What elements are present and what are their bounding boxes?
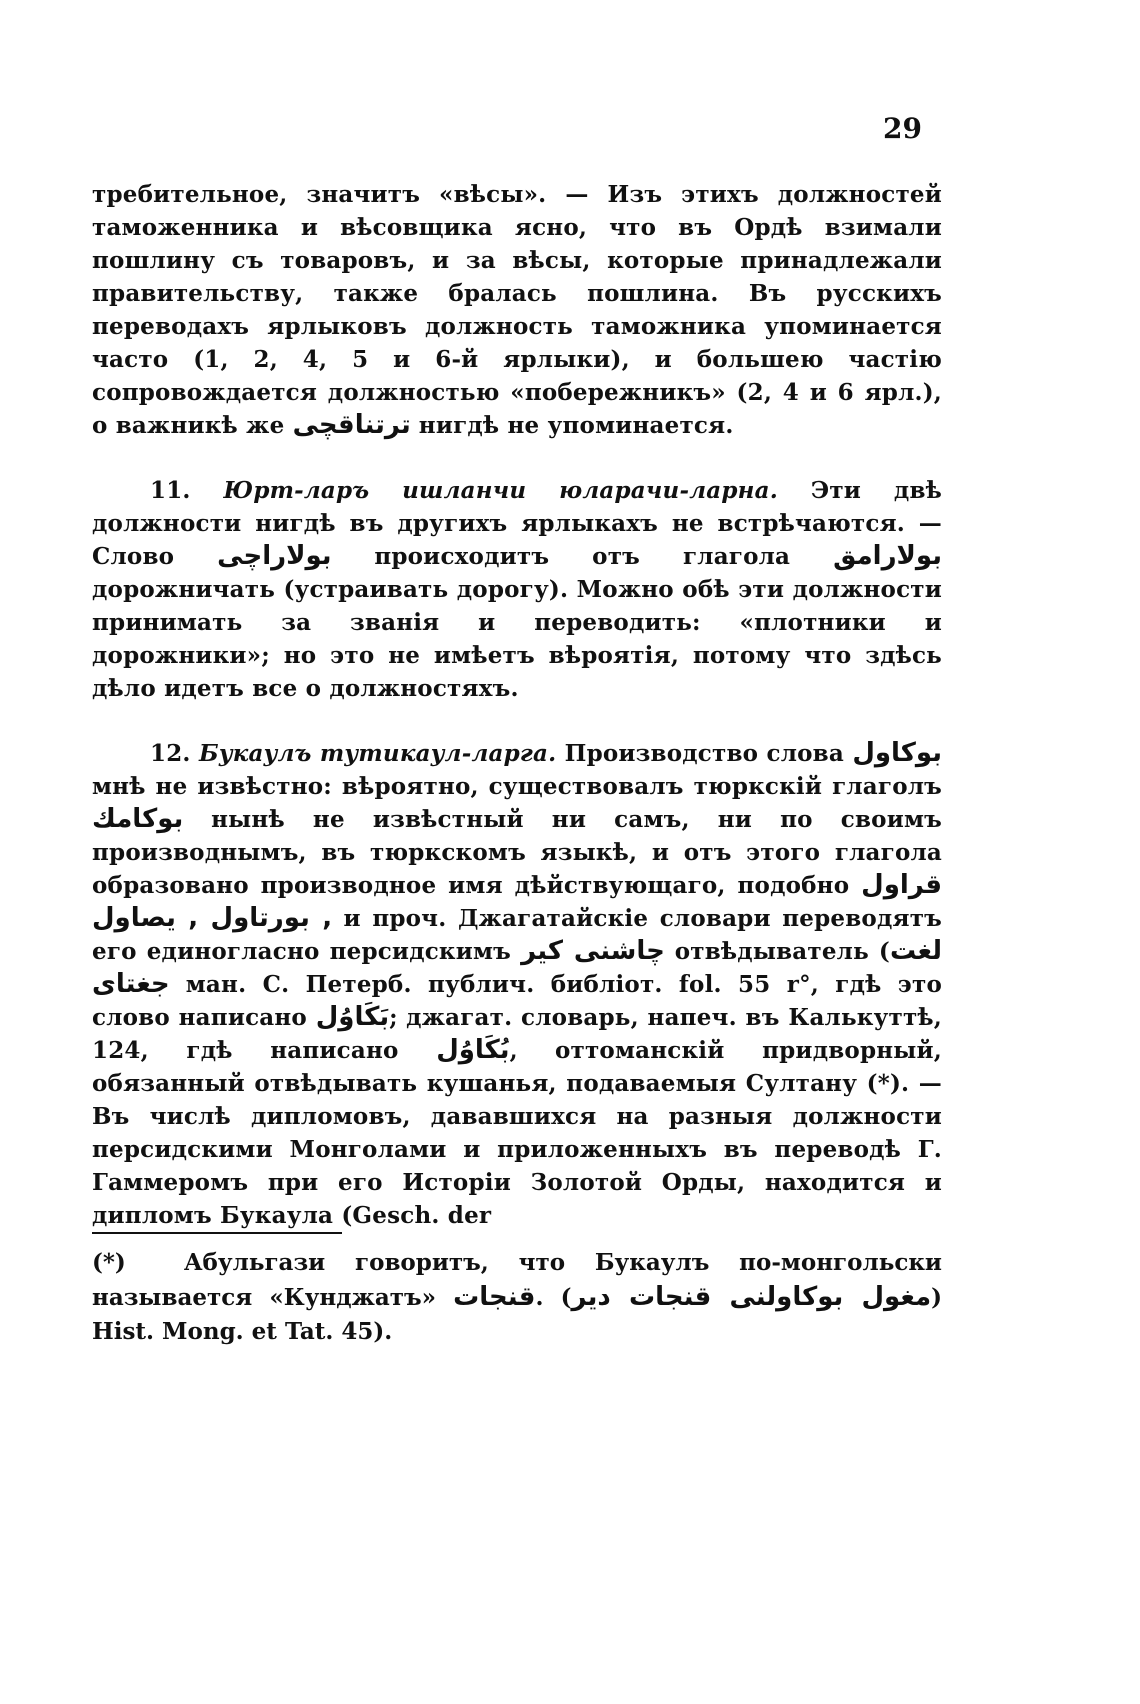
paragraph-text: мнѣ не извѣстно: вѣроятно, существовалъ тюркскій глаголъ — [92, 773, 942, 800]
arabic-term: لغت جغتاى — [92, 936, 942, 999]
paragraph-text: Эти двѣ должности нигдѣ въ другихъ ярлыкахъ не встрѣчаются. — Слово — [92, 477, 943, 570]
paragraph-text: дорожничать (устраивать дорогу). Можно обѣ эти должности принимать за званія и переводить: «плотники и дорожники»; но это не имѣетъ вѣроятія, потому что здѣсь дѣло идетъ все о должностяхъ. — [92, 576, 942, 702]
paragraph-text: и проч. Джагатайскіе словари переводятъ его единогласно персидскимъ — [92, 905, 942, 965]
paragraph-12 — [92, 737, 942, 1232]
arabic-term: بُكَاوُل — [436, 1035, 510, 1065]
footnote-text: ) Hist. Mong. et Tat. 45). — [92, 1284, 942, 1345]
paragraph-11 — [92, 474, 942, 705]
footnote-mark: (*) — [92, 1249, 126, 1276]
paragraph-text: , оттоманскій придворный, обязанный отвѣдывать кушанья, подаваемыя Султану (*). — Въ числѣ дипломовъ, дававшихся на разныя должности персидскими Монголами и приложенныхъ въ переводѣ Г. Гаммеромъ при его Исторіи Золотой Орды, находится и дипломъ Букаула (Gesch. der — [92, 1037, 942, 1229]
arabic-term: چاشنى كير — [521, 936, 665, 966]
paragraph-text: ; джагат. словарь, напеч. въ Калькуттѣ, 124, гдѣ написано — [92, 1004, 943, 1064]
paragraph-text: нынѣ не извѣстный ни самъ, ни по своимъ производнымъ, въ тюркскомъ языкѣ, и отъ этого глагола образовано производное имя дѣйствующаго, подобно — [92, 806, 942, 899]
page-body — [92, 178, 942, 1264]
arabic-term: بوكاول — [852, 738, 942, 768]
arabic-term: بولارامق — [833, 541, 942, 571]
section-heading: Букаулъ тутикаул-ларга. — [198, 740, 557, 767]
footnote-divider — [92, 1232, 342, 1234]
paragraph-1-text: требительное, значитъ «вѣсы». — Изъ этихъ должностей таможенника и вѣсовщика ясно, что въ Ордѣ взимали пошлину съ товаровъ, и за вѣсы, которые принадлежали правительству, также бралась пошлина. Въ русскихъ переводахъ ярлыковъ должность таможника упоминается часто (1, 2, 4, 5 и 6-й ярлыки), и большею частію сопровождается должностью «побережникъ» (2, 4 и 6 ярл.), о важникѣ же — [92, 181, 942, 439]
paragraph-text: происходитъ отъ глагола — [374, 543, 791, 570]
page-number: 29 — [883, 112, 922, 145]
section-heading: Юрт-ларъ ишланчи юларачи-ларна. — [223, 477, 778, 504]
paragraph-text: ман. С. Петерб. публич. библіот. fol. 55 r°, гдѣ это слово написано — [92, 971, 942, 1031]
footnote-text: Абульгази говоритъ, что Букаулъ по-монгольски называется «Кунджатъ» — [92, 1249, 942, 1311]
footnote — [92, 1246, 942, 1349]
section-number: 12. — [150, 740, 191, 767]
arabic-term: بَكَاوُل — [315, 1002, 390, 1032]
paragraph-text: отвѣдыватель ( — [674, 938, 891, 965]
paragraph-text: Производство слова — [564, 740, 844, 767]
arabic-term: بوكامك — [92, 804, 184, 834]
section-number: 11. — [150, 477, 191, 504]
arabic-term: قراول , بورتاول , يصاول — [92, 870, 942, 933]
arabic-term: مغول بوكاولنى قنجات دير — [571, 1282, 932, 1312]
arabic-term: ترتناقچى — [292, 410, 411, 440]
paragraph-1-end: нигдѣ не упоминается. — [418, 412, 734, 439]
paragraph-1 — [92, 178, 942, 442]
arabic-term: قنجات — [453, 1282, 536, 1312]
footnote-text: . ( — [535, 1284, 572, 1311]
arabic-term: بولاراچى — [217, 541, 332, 571]
